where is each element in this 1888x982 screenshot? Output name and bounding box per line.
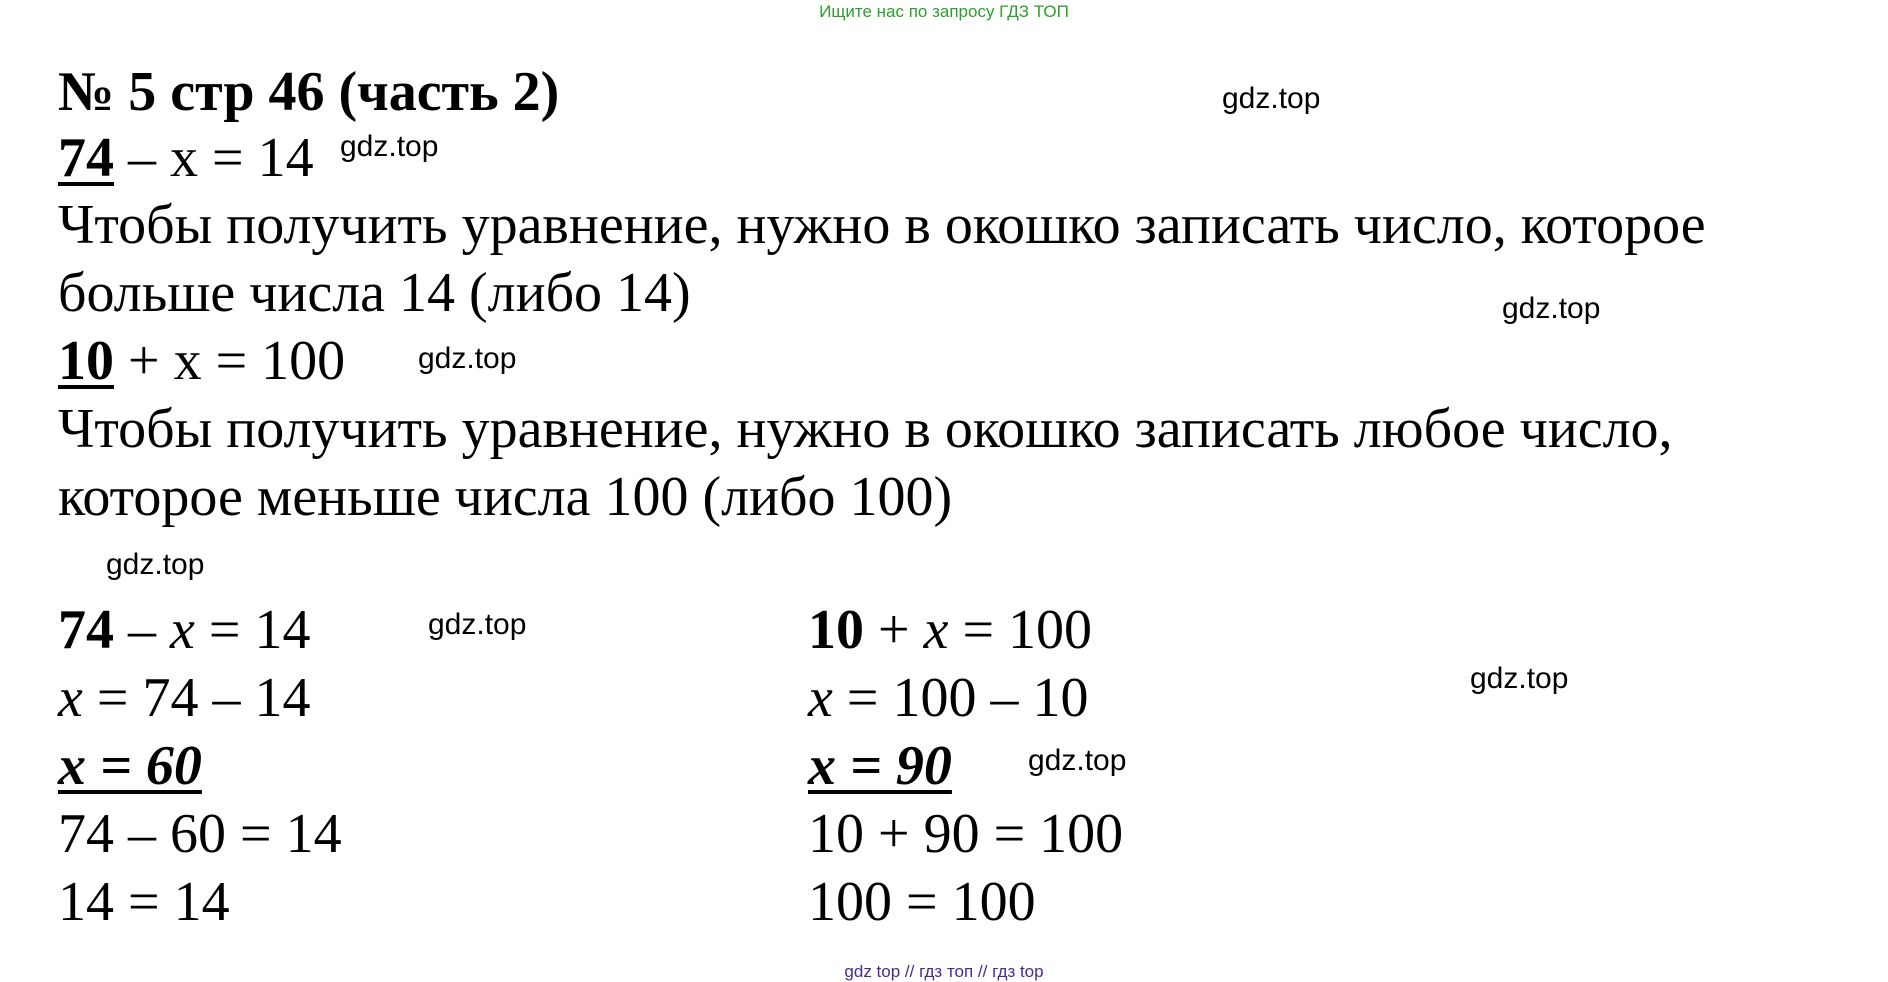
solution-right-rest: = 100 <box>948 599 1093 661</box>
solution-left-number: 74 <box>58 599 114 661</box>
paragraph-1-line-2: больше числа 14 (либо 14) <box>58 262 691 324</box>
solution-left-check-1: 74 – 60 = 14 <box>58 803 342 865</box>
watermark: gdz.top <box>106 548 205 581</box>
solution-left-equation <box>58 599 311 661</box>
solution-right-number: 10 <box>808 599 864 661</box>
page-title: № 5 стр 46 (часть 2) <box>58 61 560 123</box>
solution-right-step <box>808 667 1089 729</box>
solution-left-variable: x <box>170 599 195 661</box>
equation-2 <box>58 330 346 392</box>
solution-left-answer: x = 60 <box>58 735 202 797</box>
paragraph-1-line-1: Чтобы получить уравнение, нужно в окошко записать число, которое <box>58 194 1706 256</box>
solution-right-step-variable: x <box>808 667 833 729</box>
solution-left-rest: = 14 <box>194 599 311 661</box>
watermark: gdz.top <box>1222 82 1321 115</box>
equation-1-number: 74 <box>58 127 114 189</box>
solution-left-step-rest: = 74 – 14 <box>82 667 311 729</box>
footer-watermark: gdz top // гдз топ // гдз top <box>844 962 1044 981</box>
watermark: gdz.top <box>428 608 527 641</box>
solution-right-check-1: 10 + 90 = 100 <box>808 803 1124 865</box>
solution-right-answer: x = 90 <box>808 735 952 797</box>
solution-right-variable: x <box>923 599 949 661</box>
solution-left-step <box>58 667 311 729</box>
equation-1-rest: – x = 14 <box>114 127 314 189</box>
watermark: gdz.top <box>1028 744 1127 777</box>
watermark: gdz.top <box>340 130 439 163</box>
paragraph-2-line-1: Чтобы получить уравнение, нужно в окошко записать любое число, <box>58 398 1673 460</box>
solution-left-step-variable: x <box>58 667 83 729</box>
watermark: gdz.top <box>1502 292 1601 325</box>
solution-right-check-2: 100 = 100 <box>808 871 1036 933</box>
paragraph-2-line-2: которое меньше числа 100 (либо 100) <box>58 466 953 528</box>
solution-left-check-2: 14 = 14 <box>58 871 230 933</box>
top-banner: Ищите нас по запросу ГДЗ ТОП <box>819 2 1069 21</box>
watermark: gdz.top <box>1470 662 1569 695</box>
watermark: gdz.top <box>418 342 517 375</box>
equation-1 <box>58 127 314 189</box>
solution-left-operator: – <box>114 599 170 661</box>
solution-right-operator: + <box>864 599 924 661</box>
equation-2-rest: + x = 100 <box>114 330 346 392</box>
solution-right-step-rest: = 100 – 10 <box>832 667 1089 729</box>
solution-right-equation <box>808 599 1093 661</box>
equation-2-number: 10 <box>58 330 114 392</box>
